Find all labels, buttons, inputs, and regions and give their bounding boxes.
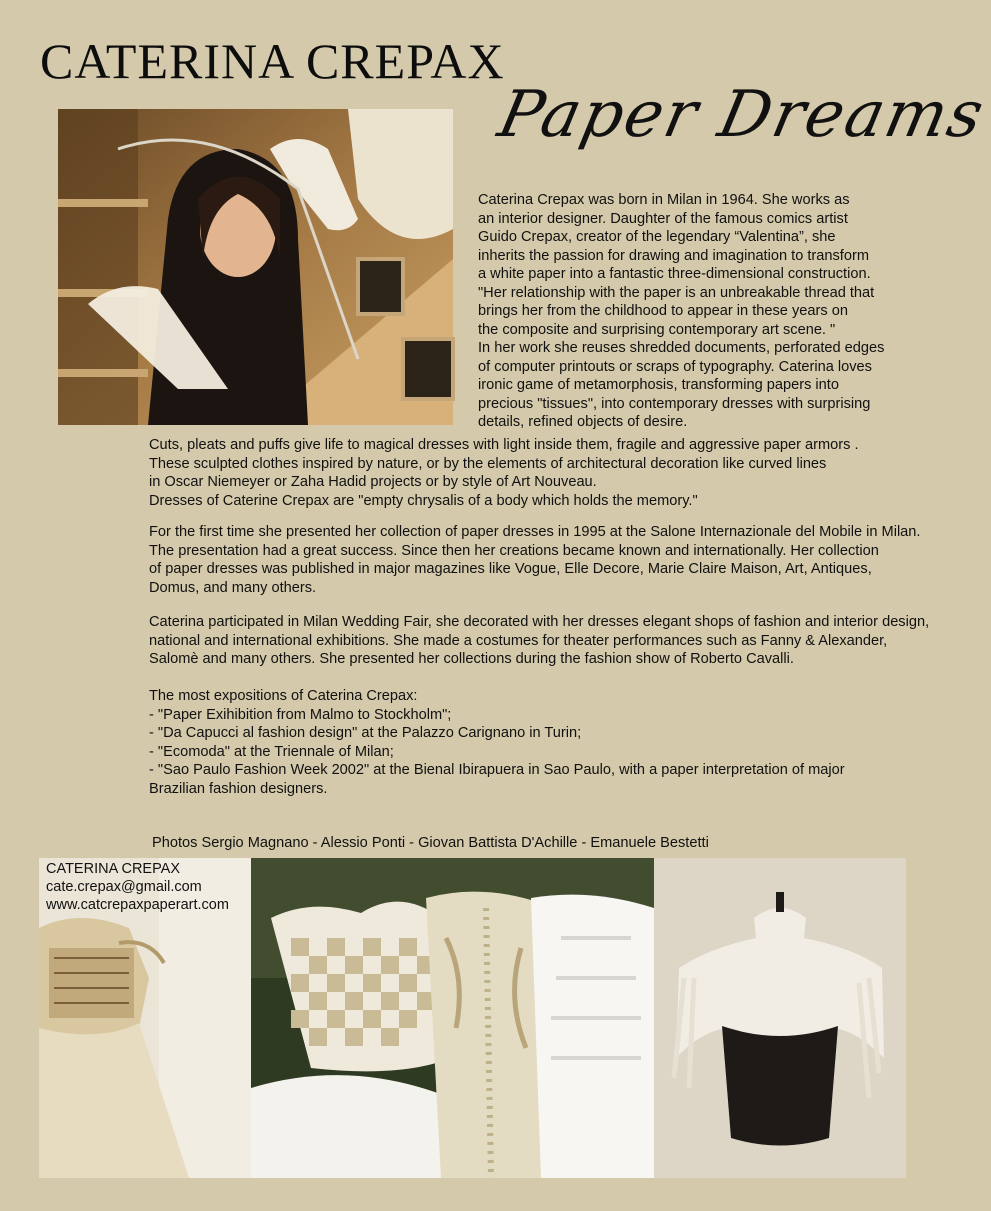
dress-photo-middle	[251, 858, 654, 1178]
artist-portrait-photo	[58, 109, 453, 425]
para-line: national and international exhibitions. She made a costumes for theater performances such as Fanny & Alexander,	[149, 632, 888, 649]
intro-line: details, refined objects of desire.	[478, 414, 688, 430]
intro-line: of computer printouts or scraps of typography. Caterina loves	[478, 358, 872, 375]
contact-name: CATERINA CREPAX	[46, 861, 181, 877]
para-line: For the first time she presented her collection of paper dresses in 1995 at the Salone Internazionale del Mobile in Milan.	[149, 524, 921, 540]
list-item: - "Sao Paulo Fashion Week 2002" at the Bienal Ibirapuera in Sao Paulo, with a paper interpretation of major	[149, 762, 845, 778]
expositions-list	[149, 687, 869, 798]
para-line: Dresses of Caterine Crepax are "empty chrysalis of a body which holds the memory."	[149, 492, 698, 509]
para-line: of paper dresses was published in major magazines like Vogue, Elle Decore, Marie Claire Maison, Art, Antiques,	[149, 561, 872, 577]
contact-block	[46, 860, 229, 914]
dresses-paragraph	[149, 436, 869, 510]
para-line: in Oscar Niemeyer or Zaha Hadid projects or by style of Art Nouveau.	[149, 474, 597, 490]
dress-photo-right	[654, 858, 906, 1178]
intro-line: inherits the passion for drawing and imagination to transform	[478, 247, 869, 264]
intro-line: the composite and surprising contemporary art scene. "	[478, 321, 836, 338]
para-line: Domus, and many others.	[149, 579, 317, 596]
contact-email[interactable]: cate.crepax@gmail.com	[46, 879, 202, 895]
intro-line: ironic game of metamorphosis, transforming papers into	[478, 377, 839, 393]
intro-line: Guido Crepax, creator of the legendary “Valentina”, she	[478, 229, 836, 245]
list-item: - "Da Capucci al fashion design" at the Palazzo Carignano in Turin;	[149, 725, 582, 741]
list-item: - "Ecomoda" at the Triennale of Milan;	[149, 743, 394, 760]
intro-line: a white paper into a fantastic three-dimensional construction.	[478, 266, 871, 282]
para-line: Salomè and many others. She presented her collections during the fashion show of Roberto Cavalli.	[149, 651, 794, 667]
intro-line: precious "tissues", into contemporary dresses with surprising	[478, 395, 871, 412]
para-line: These sculpted clothes inspired by nature, or by the elements of architectural decoration like curved lines	[149, 455, 827, 472]
page-title: CATERINA CREPAX	[40, 33, 505, 89]
intro-line: In her work she reuses shredded documents, perforated edges	[478, 340, 885, 356]
contact-website[interactable]: www.catcrepaxpaperart.com	[46, 897, 229, 913]
para-line: The presentation had a great success. Since then her creations became known and internationally. Her collection	[149, 542, 879, 559]
intro-line: an interior designer. Daughter of the famous comics artist	[478, 210, 848, 227]
intro-line: "Her relationship with the paper is an unbreakable thread that	[478, 284, 875, 301]
history-paragraph	[149, 523, 919, 597]
page-subtitle: Paper Dreams	[492, 78, 991, 152]
intro-paragraph	[478, 191, 918, 432]
intro-line: brings her from the childhood to appear in these years on	[478, 303, 848, 319]
para-line: Cuts, pleats and puffs give life to magical dresses with light inside them, fragile and aggressive paper armors .	[149, 437, 859, 453]
events-paragraph	[149, 613, 930, 669]
para-line: Caterina participated in Milan Wedding Fair, she decorated with her dresses elegant shops of fashion and interior design,	[149, 614, 930, 630]
photo-credits: Photos Sergio Magnano - Alessio Ponti - Giovan Battista D'Achille - Emanuele Bestetti	[152, 835, 709, 851]
list-item: The most expositions of Caterina Crepax:	[149, 688, 418, 704]
list-item: - "Paper Exihibition from Malmo to Stockholm";	[149, 706, 452, 723]
intro-line: Caterina Crepax was born in Milan in 1964. She works as	[478, 192, 850, 208]
list-item: Brazilian fashion designers.	[149, 780, 328, 797]
